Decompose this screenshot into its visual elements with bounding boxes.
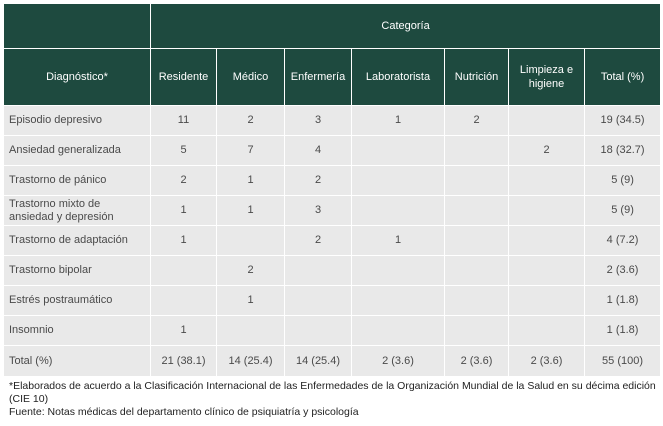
footnote-text: *Elaborados de acuerdo a la Clasificación Internacional de las Enfermedades de la Organización Mundial de la Salud en su décima edición (CIE 10) — [9, 380, 656, 405]
table-row — [4, 316, 661, 346]
cell-residente: 1 — [151, 316, 217, 346]
cell-residente — [151, 286, 217, 316]
cell-laboratorista: 1 — [352, 106, 445, 136]
cell-diagnosis: Trastorno bipolar — [4, 256, 151, 286]
table-row — [4, 226, 661, 256]
cell-total: 2 (3.6) — [585, 256, 661, 286]
cell-enfermeria: 2 — [285, 166, 352, 196]
cell-diagnosis: Trastorno mixto de ansiedad y depresión — [4, 196, 151, 226]
header-empty-cell — [4, 4, 151, 49]
cell-medico: 2 — [217, 106, 285, 136]
column-header-diagnostico: Diagnóstico* — [4, 49, 151, 106]
cell-medico: 1 — [217, 166, 285, 196]
cell-laboratorista — [352, 286, 445, 316]
cell-nutricion — [445, 136, 509, 166]
cell-nutricion — [445, 286, 509, 316]
diagnosis-table — [3, 3, 661, 377]
cell-total: 4 (7.2) — [585, 226, 661, 256]
category-group-header: Categoría — [151, 4, 661, 49]
cell-enfermeria: 14 (25.4) — [285, 346, 352, 377]
column-header-medico: Médico — [217, 49, 285, 106]
cell-laboratorista: 1 — [352, 226, 445, 256]
table-notes — [9, 380, 659, 419]
cell-enfermeria — [285, 286, 352, 316]
cell-laboratorista — [352, 136, 445, 166]
cell-medico: 1 — [217, 196, 285, 226]
cell-enfermeria — [285, 256, 352, 286]
cell-diagnosis: Estrés postraumático — [4, 286, 151, 316]
table-row — [4, 256, 661, 286]
cell-limpieza — [509, 286, 585, 316]
cell-enfermeria: 3 — [285, 106, 352, 136]
column-header-total: Total (%) — [585, 49, 661, 106]
cell-laboratorista — [352, 166, 445, 196]
total-row — [4, 346, 661, 377]
cell-medico: 2 — [217, 256, 285, 286]
cell-medico: 1 — [217, 286, 285, 316]
cell-nutricion — [445, 316, 509, 346]
cell-nutricion: 2 (3.6) — [445, 346, 509, 377]
cell-limpieza: 2 — [509, 136, 585, 166]
cell-nutricion — [445, 256, 509, 286]
cell-limpieza — [509, 256, 585, 286]
cell-total: 19 (34.5) — [585, 106, 661, 136]
cell-enfermeria: 3 — [285, 196, 352, 226]
cell-enfermeria: 2 — [285, 226, 352, 256]
cell-limpieza — [509, 106, 585, 136]
column-header-nutricion: Nutrición — [445, 49, 509, 106]
cell-diagnosis: Insomnio — [4, 316, 151, 346]
cell-diagnosis: Episodio depresivo — [4, 106, 151, 136]
cell-total: 1 (1.8) — [585, 286, 661, 316]
table-row — [4, 286, 661, 316]
cell-total: 55 (100) — [585, 346, 661, 377]
cell-nutricion: 2 — [445, 106, 509, 136]
table-row — [4, 136, 661, 166]
cell-diagnosis: Ansiedad generalizada — [4, 136, 151, 166]
table-row — [4, 166, 661, 196]
cell-diagnosis: Trastorno de adaptación — [4, 226, 151, 256]
cell-total: 5 (9) — [585, 196, 661, 226]
cell-limpieza — [509, 226, 585, 256]
cell-nutricion — [445, 196, 509, 226]
cell-medico — [217, 226, 285, 256]
cell-enfermeria — [285, 316, 352, 346]
cell-residente: 1 — [151, 196, 217, 226]
cell-medico: 7 — [217, 136, 285, 166]
cell-residente — [151, 256, 217, 286]
cell-total: 5 (9) — [585, 166, 661, 196]
cell-limpieza — [509, 316, 585, 346]
cell-residente: 1 — [151, 226, 217, 256]
cell-limpieza: 2 (3.6) — [509, 346, 585, 377]
source-text: Fuente: Notas médicas del departamento clínico de psiquiatría y psicología — [9, 406, 359, 418]
cell-residente: 21 (38.1) — [151, 346, 217, 377]
cell-residente: 5 — [151, 136, 217, 166]
cell-nutricion — [445, 226, 509, 256]
column-header-residente: Residente — [151, 49, 217, 106]
column-header-laboratorista: Laboratorista — [352, 49, 445, 106]
table-row — [4, 196, 661, 226]
table-body — [4, 106, 661, 377]
cell-laboratorista: 2 (3.6) — [352, 346, 445, 377]
cell-laboratorista — [352, 196, 445, 226]
cell-residente: 2 — [151, 166, 217, 196]
cell-diagnosis: Trastorno de pánico — [4, 166, 151, 196]
cell-total: 1 (1.8) — [585, 316, 661, 346]
column-header-limpieza: Limpieza e higiene — [509, 49, 585, 106]
cell-laboratorista — [352, 316, 445, 346]
cell-laboratorista — [352, 256, 445, 286]
cell-limpieza — [509, 166, 585, 196]
cell-nutricion — [445, 166, 509, 196]
cell-residente: 11 — [151, 106, 217, 136]
table-container — [3, 3, 660, 377]
cell-limpieza — [509, 196, 585, 226]
table-row — [4, 106, 661, 136]
cell-total: 18 (32.7) — [585, 136, 661, 166]
column-header-enfermeria: Enfermería — [285, 49, 352, 106]
cell-medico: 14 (25.4) — [217, 346, 285, 377]
cell-enfermeria: 4 — [285, 136, 352, 166]
cell-medico — [217, 316, 285, 346]
cell-diagnosis: Total (%) — [4, 346, 151, 377]
